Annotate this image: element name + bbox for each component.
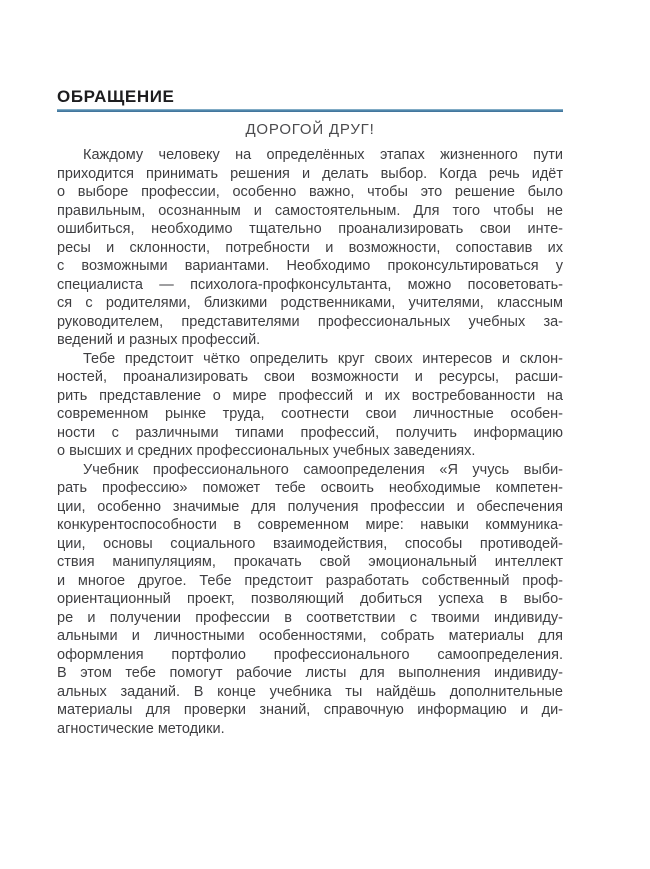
text-line: ции, основы социального взаимодействия, способы противодей-	[57, 535, 563, 552]
text-line: ствия манипуляциям, прокачать свой эмоциональный интеллект	[57, 554, 563, 570]
text-line: оформления портфолио профессионального самоопределения.	[57, 646, 563, 663]
paragraph	[57, 461, 563, 739]
text-line: В этом тебе помогут рабочие листы для выполнения индивиду-	[57, 665, 563, 681]
text-line: ориентационный проект, позволяющий добиться успеха в выбо-	[57, 591, 563, 607]
page-content	[57, 88, 563, 738]
section-divider-rule	[57, 109, 563, 112]
text-line: Каждому человеку на определённых этапах жизненного пути	[83, 147, 563, 163]
text-line: рить представление о мире профессий и их востребованности на	[57, 387, 563, 404]
paragraph	[57, 146, 563, 350]
text-line: рать профессию» поможет тебе освоить необходимые компетен-	[57, 480, 563, 496]
text-line: Учебник профессионального самоопределения «Я учусь выби-	[83, 461, 563, 478]
salutation-heading: ДОРОГОЙ ДРУГ!	[245, 121, 375, 138]
text-line: и многое другое. Тебе предстоит разработать собственный проф-	[57, 572, 563, 589]
text-line: агностические методики.	[57, 720, 225, 737]
text-line: специалиста — психолога-профконсультанта, можно посоветовать-	[57, 276, 563, 293]
text-line: ре и получении профессии в соответствии с твоими индивиду-	[57, 609, 563, 626]
text-line: руководителем, представителями профессиональных учебных за-	[57, 313, 563, 330]
text-line: ции, особенно значимые для получения профессии и обеспечения	[57, 498, 563, 515]
text-line: о высших и средних профессиональных учебных заведениях.	[57, 443, 476, 459]
text-line: с возможными вариантами. Необходимо проконсультироваться у	[57, 258, 563, 274]
text-line: приходится принимать решения и делать выбор. Когда речь идёт	[57, 165, 563, 182]
text-line: альными и личностными особенностями, собрать материалы для	[57, 628, 563, 644]
text-line: ностей, проанализировать свои возможности и ресурсы, расши-	[57, 369, 563, 385]
text-line: ошибиться, необходимо тщательно проанализировать свои инте-	[57, 221, 563, 237]
text-line: материалы для проверки знаний, справочную информацию и ди-	[57, 702, 563, 718]
body-text	[57, 146, 563, 738]
paragraph	[57, 350, 563, 461]
text-line: современном рынке труда, соотнести свои личностные особен-	[57, 406, 563, 422]
text-line: правильным, осознанным и самостоятельным. Для того чтобы не	[57, 202, 563, 219]
text-line: конкурентоспособности в современном мире: навыки коммуника-	[57, 517, 563, 533]
section-title: ОБРАЩЕНИЕ	[57, 87, 175, 106]
text-line: ся с родителями, близкими родственниками, учителями, классным	[57, 295, 563, 311]
text-line: альных заданий. В конце учебника ты найдёшь дополнительные	[57, 683, 563, 700]
text-line: ведений и разных профессий.	[57, 332, 261, 348]
text-line: ности с различными типами профессий, получить информацию	[57, 424, 563, 441]
text-line: о выборе профессии, особенно важно, чтобы это решение было	[57, 184, 563, 200]
text-line: ресы и склонности, потребности и возможности, сопоставив их	[57, 239, 563, 256]
text-line: Тебе предстоит чётко определить круг своих интересов и склон-	[83, 350, 563, 367]
